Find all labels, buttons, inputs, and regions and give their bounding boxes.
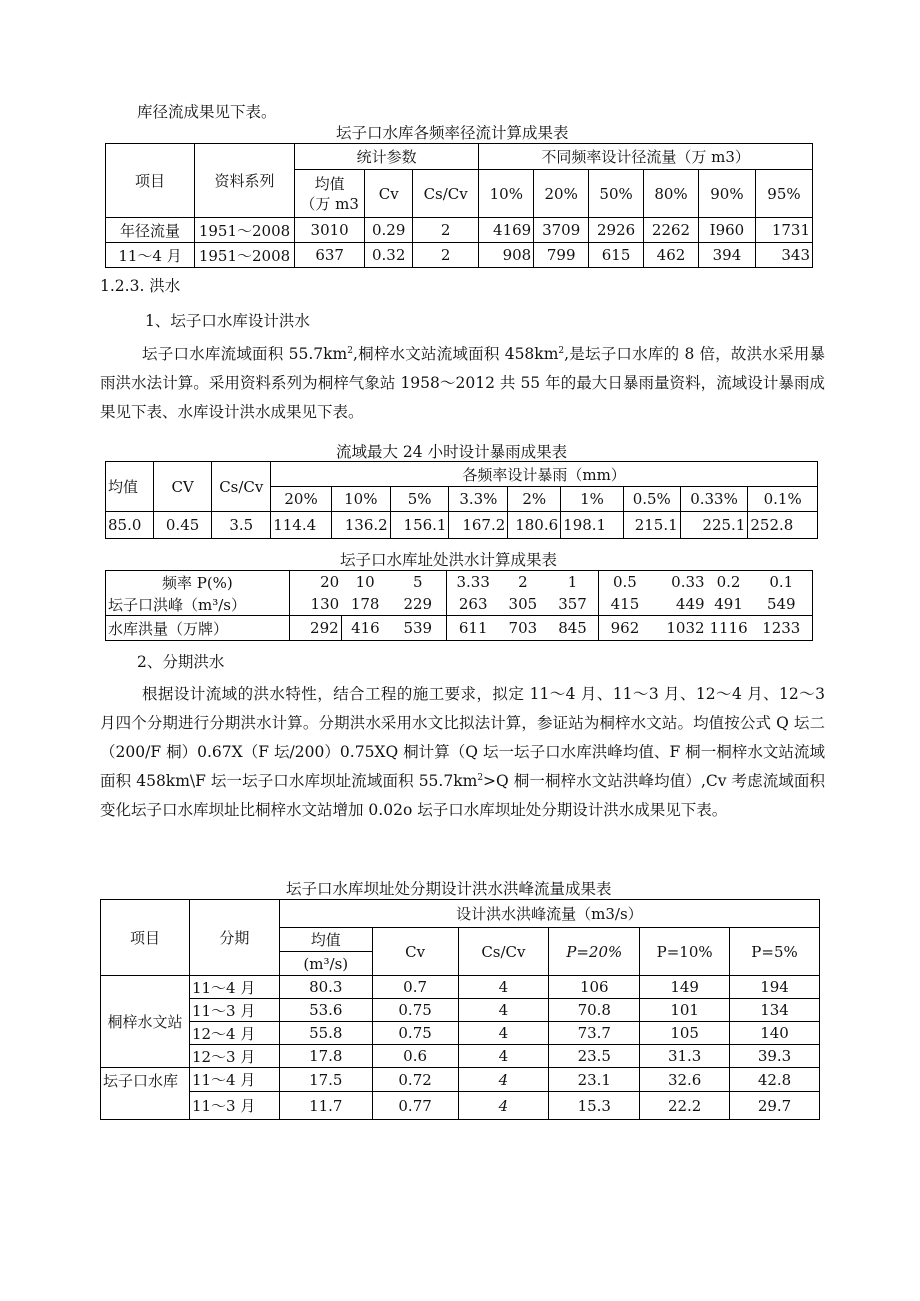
t1-cell: 2 bbox=[413, 243, 479, 268]
t2-header-freq: 0.33% bbox=[680, 487, 748, 512]
t1-header-freq: 10% bbox=[479, 170, 534, 218]
t4-cell: 15.3 bbox=[549, 1092, 640, 1120]
staged-flood-table bbox=[100, 899, 820, 1120]
t4-cell: 11.7 bbox=[279, 1092, 372, 1120]
t1-header-cscv: Cs/Cv bbox=[413, 170, 479, 218]
t4-cell: 140 bbox=[730, 1022, 820, 1045]
t2-header-cv: CV bbox=[153, 462, 212, 512]
table2-title: 流域最大 24 小时设计暴雨成果表 bbox=[336, 443, 568, 461]
subsection-heading: 2、分期洪水 bbox=[137, 653, 225, 671]
t2-header-mean: 均值 bbox=[106, 462, 154, 512]
t1-cell: 1731 bbox=[755, 218, 812, 243]
t4-cell: 4 bbox=[458, 976, 549, 999]
t2-cell: 114.4 bbox=[271, 512, 332, 539]
t2-header-freq: 1% bbox=[561, 487, 624, 512]
t3-cell: 962 bbox=[599, 616, 651, 641]
t1-header-item: 项目 bbox=[106, 144, 195, 218]
t4-header-p20: P=20% bbox=[549, 928, 640, 976]
table-row bbox=[101, 1092, 820, 1120]
t2-cell: 180.6 bbox=[508, 512, 561, 539]
t1-cell: 11～4 月 bbox=[106, 243, 195, 268]
t4-cell: 23.1 bbox=[549, 1068, 640, 1092]
t1-header-mean: 均值 （万 m3 bbox=[294, 170, 364, 218]
t2-cell: 0.45 bbox=[153, 512, 212, 539]
table-row bbox=[106, 571, 813, 594]
t3-cell: 263 bbox=[447, 593, 499, 616]
t1-cell: 462 bbox=[644, 243, 699, 268]
t4-cell: 53.6 bbox=[279, 999, 372, 1022]
t4-cell: 12～4 月 bbox=[189, 1022, 279, 1045]
t4-header-mean: 均值 bbox=[279, 928, 372, 952]
table-row bbox=[101, 1022, 820, 1045]
t3-cell: 703 bbox=[499, 616, 547, 641]
t3-cell: 2 bbox=[499, 571, 547, 594]
t4-cell: 31.3 bbox=[640, 1045, 730, 1068]
t1-cell: 1951～2008 bbox=[195, 218, 295, 243]
t4-cell: 0.6 bbox=[372, 1045, 458, 1068]
t2-header-freq: 20% bbox=[271, 487, 332, 512]
t1-cell: I960 bbox=[698, 218, 755, 243]
paragraph-staged-flood: 根据设计流域的洪水特性，结合工程的施工要求，拟定 11～4 月、11～3 月、12～4 月、12～3 月四个分期进行分期洪水计算。分期洪水采用水文比拟法计算，参证站为桐梓水文站。均值按公式 Q 坛二（200/F 桐）0.67X（F 坛/200）0.75XQ 桐计算（Q 坛一坛子口水库洪峰均值、F 桐一桐梓水文站流域面积 458km\F 坛一坛子口水库坝址流域面积 $55.7km^2>Q$ 桐一桐梓水文站洪峰均值）,Cv 考虑流域面积变化坛子口水库坝址比桐梓水文站增加 0.02o 坛子口水库坝址处分期设计洪水成果见下表。 bbox=[100, 685, 826, 819]
t1-cell: 4169 bbox=[479, 218, 534, 243]
t2-header-design: 各频率设计暴雨（mm） bbox=[271, 462, 818, 487]
t3-cell: 539 bbox=[389, 616, 447, 641]
t1-header-freq: 80% bbox=[644, 170, 699, 218]
t1-cell: 908 bbox=[479, 243, 534, 268]
t3-cell: 10 bbox=[341, 571, 389, 594]
t3-cell: 415 bbox=[599, 593, 651, 616]
t3-cell: 130 bbox=[289, 593, 341, 616]
t1-cell: 2262 bbox=[644, 218, 699, 243]
t2-cell: 3.5 bbox=[212, 512, 271, 539]
t2-cell: 198.1 bbox=[561, 512, 624, 539]
t1-cell: 3010 bbox=[294, 218, 364, 243]
t4-group-tanzikou: 坛子口水库 bbox=[101, 1068, 190, 1120]
t4-header-period: 分期 bbox=[189, 900, 279, 976]
t4-header-cv: Cv bbox=[372, 928, 458, 976]
t1-cell: 394 bbox=[698, 243, 755, 268]
t4-cell: 23.5 bbox=[549, 1045, 640, 1068]
t4-header-mean-unit: (m³/s) bbox=[279, 952, 372, 976]
t4-group-tongzi: 桐梓水文站 bbox=[101, 976, 190, 1068]
t3-cell: 1 bbox=[547, 571, 599, 594]
t4-cell: 134 bbox=[730, 999, 820, 1022]
t3-cell: 5 bbox=[389, 571, 447, 594]
t4-cell: 12～3 月 bbox=[189, 1045, 279, 1068]
t1-header-freq: 20% bbox=[534, 170, 589, 218]
t4-cell: 101 bbox=[640, 999, 730, 1022]
t1-header-freq: 50% bbox=[589, 170, 644, 218]
t4-cell: 11～3 月 bbox=[189, 1092, 279, 1120]
t1-cell: 2926 bbox=[589, 218, 644, 243]
rainstorm-table bbox=[105, 461, 818, 539]
t2-header-freq: 5% bbox=[390, 487, 449, 512]
t4-cell: 17.8 bbox=[279, 1045, 372, 1068]
t4-cell: 11～4 月 bbox=[189, 976, 279, 999]
section-heading: 1.2.3. 洪水 bbox=[100, 277, 181, 295]
t2-cell: 156.1 bbox=[390, 512, 449, 539]
t1-header-series: 资料系列 bbox=[195, 144, 295, 218]
t4-cell: 70.8 bbox=[549, 999, 640, 1022]
t4-cell: 0.75 bbox=[372, 999, 458, 1022]
table4-title: 坛子口水库坝址处分期设计洪水洪峰流量成果表 bbox=[286, 880, 612, 898]
table-row bbox=[101, 1045, 820, 1068]
t1-header-cv: Cv bbox=[365, 170, 413, 218]
t1-header-freq: 95% bbox=[755, 170, 812, 218]
t4-cell: 80.3 bbox=[279, 976, 372, 999]
t4-cell: 0.7 bbox=[372, 976, 458, 999]
table-row bbox=[101, 999, 820, 1022]
t4-cell: 0.77 bbox=[372, 1092, 458, 1120]
t3-cell: 292 bbox=[289, 616, 341, 641]
t4-cell: 194 bbox=[730, 976, 820, 999]
t1-cell: 3709 bbox=[534, 218, 589, 243]
t4-cell: 11～4 月 bbox=[189, 1068, 279, 1092]
t2-cell: 215.1 bbox=[623, 512, 680, 539]
t2-cell: 85.0 bbox=[106, 512, 154, 539]
t1-cell: 343 bbox=[755, 243, 812, 268]
intro-text: 库径流成果见下表。 bbox=[137, 103, 277, 121]
t4-header-p5: P=5% bbox=[730, 928, 820, 976]
t3-cell: 1233 bbox=[751, 616, 813, 641]
table-row bbox=[106, 243, 813, 268]
t3-label-freq: 频率 P(%) bbox=[106, 571, 290, 594]
t3-cell: 0.33 bbox=[651, 571, 707, 594]
subsection-heading: 1、坛子口水库设计洪水 bbox=[145, 312, 310, 330]
t2-cell: 252.8 bbox=[748, 512, 818, 539]
t4-cell: 32.6 bbox=[640, 1068, 730, 1092]
t3-cell: 305 bbox=[508, 595, 538, 613]
t4-cell: 149 bbox=[640, 976, 730, 999]
t3-cell: 178 bbox=[350, 595, 380, 613]
t2-cell: 167.2 bbox=[449, 512, 508, 539]
t3-cell: 845 bbox=[547, 616, 599, 641]
table-row bbox=[106, 593, 813, 616]
t1-cell: 0.29 bbox=[365, 218, 413, 243]
t3-cell: 3.33 bbox=[447, 571, 499, 594]
t4-cell: 0.75 bbox=[372, 1022, 458, 1045]
t2-header-cscv: Cs/Cv bbox=[212, 462, 271, 512]
t1-cell: 0.32 bbox=[365, 243, 413, 268]
t4-cell: 105 bbox=[640, 1022, 730, 1045]
flood-table bbox=[105, 570, 813, 641]
t3-cell: 549 bbox=[751, 593, 813, 616]
t1-header-design: 不同频率设计径流量（万 m3） bbox=[479, 144, 813, 170]
table3-title: 坛子口水库址处洪水计算成果表 bbox=[340, 551, 558, 569]
t4-header-p10: P=10% bbox=[640, 928, 730, 976]
t2-header-freq: 10% bbox=[331, 487, 390, 512]
t1-cell: 1951～2008 bbox=[195, 243, 295, 268]
t1-cell: 2 bbox=[413, 218, 479, 243]
table1-title: 坛子口水库各频率径流计算成果表 bbox=[336, 124, 569, 142]
t4-cell: 0.72 bbox=[372, 1068, 458, 1092]
t3-label-volume: 水库洪量（万牌） bbox=[106, 616, 290, 641]
t4-cell: 4 bbox=[458, 1022, 549, 1045]
table-row bbox=[106, 218, 813, 243]
t2-header-freq: 0.1% bbox=[748, 487, 818, 512]
t2-header-freq: 2% bbox=[508, 487, 561, 512]
t3-cell: 20 bbox=[289, 571, 341, 594]
t3-cell: 1116 bbox=[707, 616, 751, 641]
t3-cell: 416 bbox=[341, 616, 389, 641]
t1-header-freq: 90% bbox=[698, 170, 755, 218]
t4-cell: 55.8 bbox=[279, 1022, 372, 1045]
t4-cell: 29.7 bbox=[730, 1092, 820, 1120]
t3-cell: 449 bbox=[675, 595, 705, 613]
t1-cell: 年径流量 bbox=[106, 218, 195, 243]
t4-cell: 4 bbox=[458, 999, 549, 1022]
t4-cell: 106 bbox=[549, 976, 640, 999]
t3-label-peak: 坛子口洪峰（m³/s） bbox=[106, 593, 290, 616]
table-row bbox=[106, 512, 818, 539]
t3-cell: 491 bbox=[714, 595, 743, 613]
t4-cell: 4 bbox=[458, 1045, 549, 1068]
t4-cell: 4 bbox=[458, 1092, 549, 1120]
t4-cell: 22.2 bbox=[640, 1092, 730, 1120]
t3-cell: 1032 bbox=[651, 616, 707, 641]
t3-cell: 0.5 bbox=[599, 571, 651, 594]
paragraph-design-flood: 坛子口水库流域面积 $55.7km^2$,桐梓水文站流域面积 $458km^2$,是坛子口水库的 8 倍，故洪水采用暴雨洪水法计算。采用资料系列为桐梓气象站 1958～2012 共 55 年的最大日暴雨量资料，流域设计暴雨成果见下表、水库设计洪水成果见下表。 bbox=[100, 345, 825, 421]
t4-header-item: 项目 bbox=[101, 900, 190, 976]
t4-cell: 42.8 bbox=[730, 1068, 820, 1092]
t1-cell: 615 bbox=[589, 243, 644, 268]
t1-cell: 799 bbox=[534, 243, 589, 268]
table-row bbox=[101, 1068, 820, 1092]
runoff-table bbox=[105, 143, 813, 268]
t4-header-cscv: Cs/Cv bbox=[458, 928, 549, 976]
t4-cell: 39.3 bbox=[730, 1045, 820, 1068]
t3-cell: 229 bbox=[389, 593, 447, 616]
t4-cell: 4 bbox=[458, 1068, 549, 1092]
t4-cell: 11～3 月 bbox=[189, 999, 279, 1022]
t3-cell: 611 bbox=[447, 616, 499, 641]
t3-cell: 357 bbox=[547, 593, 599, 616]
t2-header-freq: 0.5% bbox=[623, 487, 680, 512]
t4-cell: 17.5 bbox=[279, 1068, 372, 1092]
t2-header-freq: 3.3% bbox=[449, 487, 508, 512]
t4-header-design: 设计洪水洪峰流量（m3/s） bbox=[279, 900, 819, 928]
table-row bbox=[106, 616, 813, 641]
t1-header-stats: 统计参数 bbox=[294, 144, 478, 170]
t4-cell: 73.7 bbox=[549, 1022, 640, 1045]
t3-cell: 0.1 bbox=[751, 571, 813, 594]
t2-cell: 136.2 bbox=[331, 512, 390, 539]
t3-cell: 0.2 bbox=[707, 571, 751, 594]
t2-cell: 225.1 bbox=[680, 512, 748, 539]
t1-cell: 637 bbox=[294, 243, 364, 268]
table-row bbox=[101, 976, 820, 999]
